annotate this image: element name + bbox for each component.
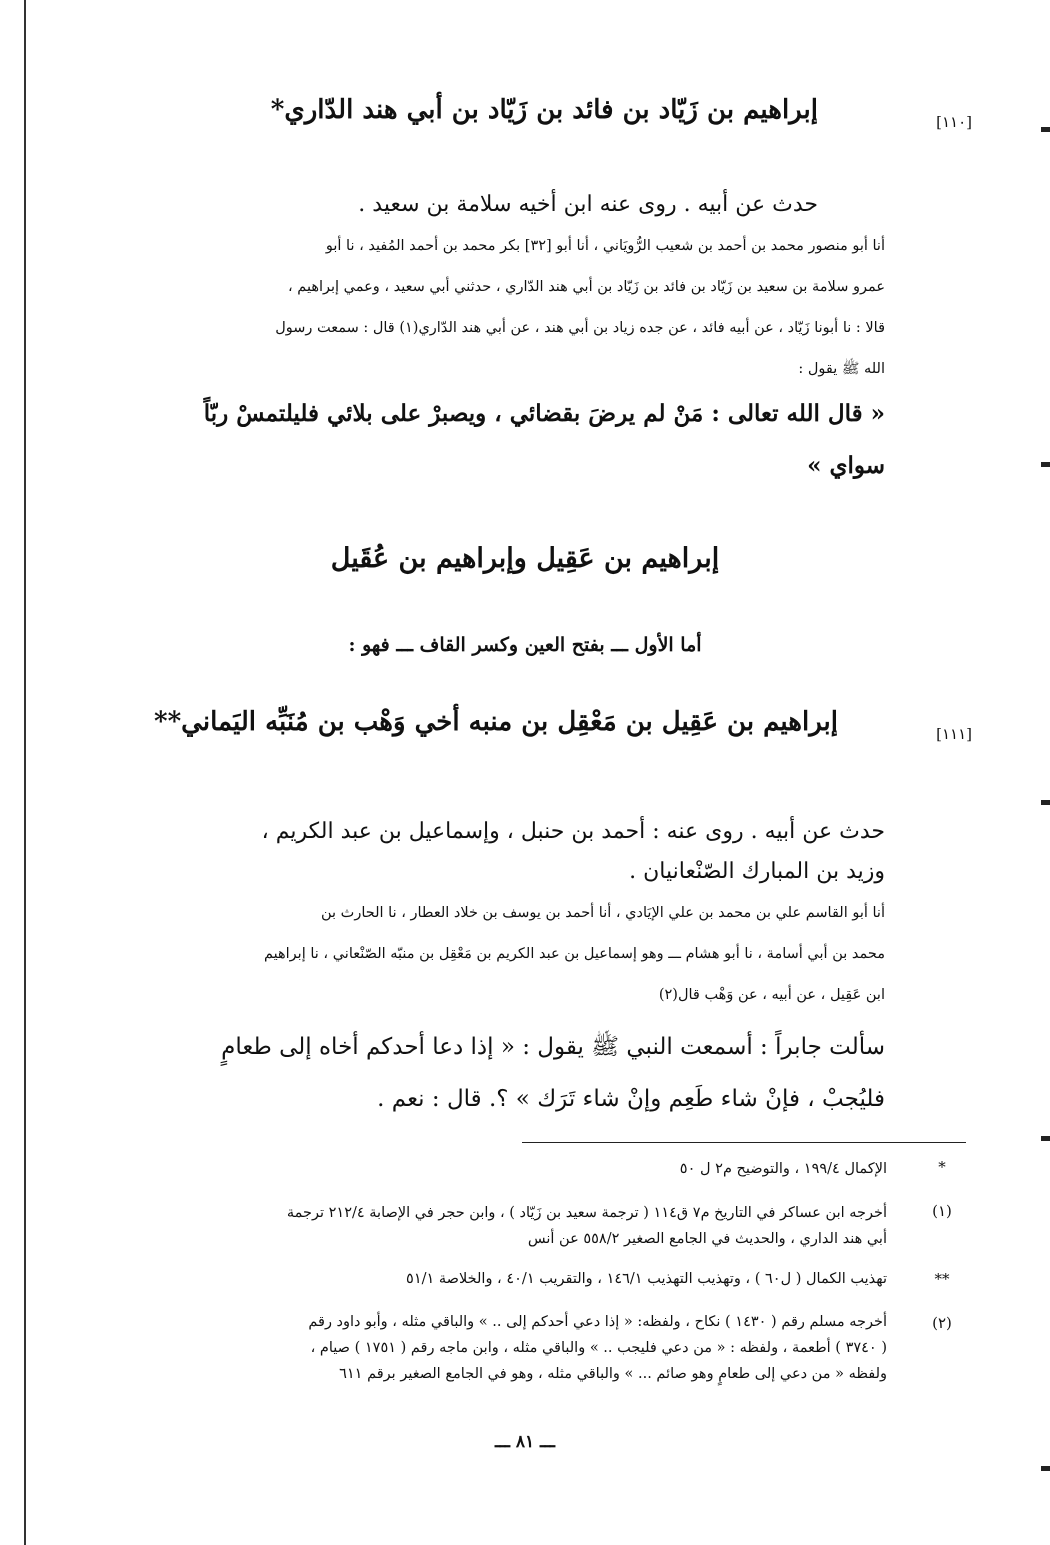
isnad-block (163, 893, 885, 1016)
narration-intro (163, 812, 885, 892)
footnote (157, 1200, 887, 1252)
hadith-line: سواي » (807, 452, 885, 479)
entry-number: [١١١] (936, 725, 972, 743)
intro-line: حدث عن أبيه . روى عنه : أحمد بن حنبل ، وإسماعيل بن عبد الكريم ، (261, 819, 885, 844)
footnote (157, 1309, 887, 1387)
hadith-line: « قال الله تعالى : مَنْ لم يرضَ بقضائي ، ويصبرْ على بلائي فليلتمسْ ربّاً (203, 400, 885, 427)
section-subtitle: أما الأول ـــ بفتح العين وكسر القاف ـــ فهو : (348, 634, 702, 656)
entry-title: إبراهيم بن زَيّاد بن فائد بن زَيّاد بن أبي هند الدّاري* (270, 95, 818, 125)
footnote-line: تهذيب الكمال ( ل٦٠ ) ، وتهذيب التهذيب ١٤٦/١ ، والتقريب ٤٠/١ ، والخلاصة ٥١/١ (406, 1271, 887, 1287)
edge-mark (1041, 462, 1050, 467)
edge-mark (1041, 1136, 1050, 1141)
footnote-line: أخرجه ابن عساكر في التاريخ م٧ ق١١٤ ( ترجمة سعيد بن زَيّاد ) ، وابن حجر في الإصابة ٢١٢/٤ ترجمة (286, 1205, 887, 1221)
isnad-line: عمرو سلامة بن سعيد بن زَيّاد بن فائد بن زَيّاد بن أبي هند الدّاري ، حدثني أبي سعيد ، وعمي إبراهيم ، (288, 279, 885, 295)
hadith-text (163, 388, 885, 492)
footnote-mark: (١) (932, 1202, 952, 1220)
edge-mark (1041, 1466, 1050, 1471)
edge-mark (1041, 800, 1050, 805)
hadith-text (163, 1021, 885, 1125)
footnote-line: أبي هند الداري ، والحديث في الجامع الصغير ٥٥٨/٢ عن أنس (527, 1231, 887, 1247)
footnote-mark: (٢) (932, 1314, 952, 1332)
isnad-line: أنا أبو القاسم علي بن محمد بن علي الإيَادي ، أنا أحمد بن يوسف بن خلاد العطار ، نا الحارث بن (320, 905, 885, 921)
footnote-separator (522, 1142, 966, 1143)
entry-title: إبراهيم بن عَقِيل بن مَعْقِل بن منبه أخي وَهْب بن مُنَبِّه اليَماني** (153, 707, 838, 737)
isnad-line: محمد بن أبي أسامة ، نا أبو هشام ـــ وهو إسماعيل بن عبد الكريم بن مَعْقِل بن منبّه الصّنْعاني ، نا إبراهيم (263, 946, 885, 962)
intro-line: وزيد بن المبارك الصّنْعانيان . (629, 859, 885, 884)
footnote-mark: * (938, 1158, 946, 1176)
footnote (187, 1156, 887, 1182)
binding-edge-line (24, 0, 26, 1545)
page-number: ـــ ٨١ ـــ (494, 1432, 555, 1452)
section-title: إبراهيم بن عَقِيل وإبراهيم بن عُقَيل (330, 543, 720, 574)
entry-number: [١١٠] (936, 113, 972, 131)
isnad-line: ابن عَقِيل ، عن أبيه ، عن وَهْب قال(٢) (658, 987, 885, 1003)
edge-mark (1041, 127, 1050, 132)
hadith-line: سألت جابراً : أسمعت النبي ﷺ يقول : « إذا دعا أحدكم أخاه إلى طعامٍ (221, 1034, 885, 1060)
footnote-line: أخرجه مسلم رقم ( ١٤٣٠ ) نكاح ، ولفظه: « إذا دعي أحدكم إلى .. » والباقي مثله ، وأبو داود رقم (308, 1314, 887, 1330)
isnad-block (163, 226, 885, 390)
footnote-line: الإكمال ١٩٩/٤ ، والتوضيح م٢ ل ٥٠ (679, 1161, 887, 1177)
isnad-line: قالا : نا أبونا زَيّاد ، عن أبيه فائد ، عن جده زياد بن أبي هند ، عن أبي هند الدّاري(١) قال : سمعت رسول (275, 320, 885, 336)
footnote-line: ( ٣٧٤٠ ) أطعمة ، ولفظه : « من دعي فليجب .. » والباقي مثله ، وابن ماجه رقم ( ١٧٥١ ) صيام ، (310, 1340, 887, 1356)
footnote (157, 1266, 887, 1292)
hadith-line: فليُجبْ ، فإنْ شاء طَعِم وإنْ شاء تَرَك » ؟. قال : نعم . (377, 1086, 885, 1112)
footnote-mark: ** (934, 1270, 950, 1288)
narration-intro: حدث عن أبيه . روى عنه ابن أخيه سلامة بن سعيد . (358, 192, 818, 217)
isnad-line: أنا أبو منصور محمد بن أحمد بن شعيب الرُّويَاني ، أنا أبو [٣٢] بكر محمد بن أحمد المُفيد ، نا أبو (325, 238, 885, 254)
isnad-line: الله ﷺ يقول : (798, 361, 885, 377)
footnote-line: ولفظه « من دعي إلى طعامٍ وهو صائم ... » والباقي مثله ، وهو في الجامع الصغير برقم ٦١١ (339, 1366, 887, 1382)
